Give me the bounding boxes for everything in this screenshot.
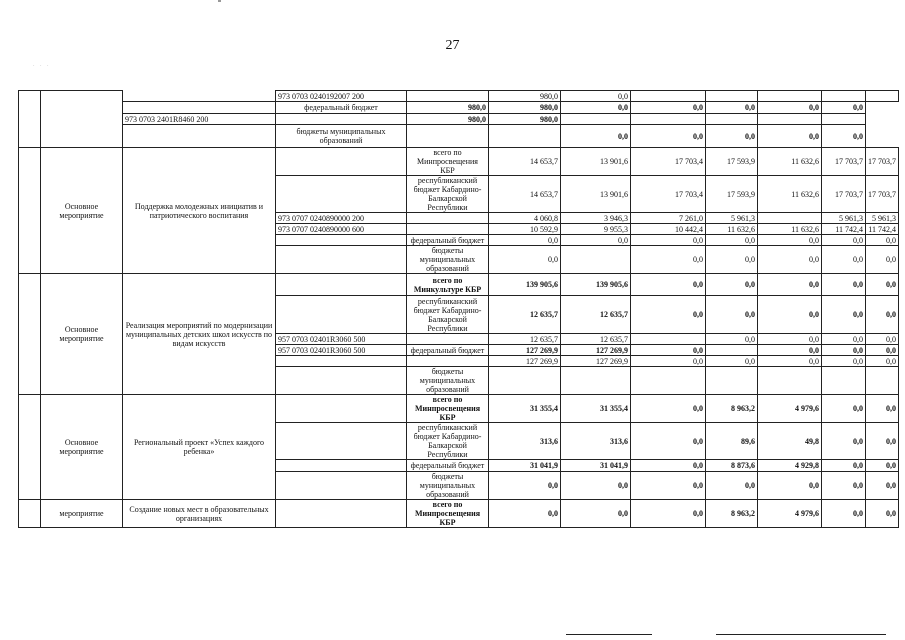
value-cell: 13 901,6 <box>561 148 631 176</box>
budget-code-cell <box>276 246 407 274</box>
funding-source-cell: бюджеты муниципальных образований <box>407 367 489 395</box>
budget-code-cell <box>123 102 276 114</box>
value-cell: 0,0 <box>706 356 758 367</box>
table-row <box>19 148 899 176</box>
event-name-cell: Поддержка молодежных инициатив и патриотического воспитания <box>123 148 276 274</box>
value-cell: 0,0 <box>822 500 866 528</box>
value-cell: 11 742,4 <box>866 224 899 235</box>
signature-line-left <box>566 634 652 635</box>
value-cell: 17 703,4 <box>631 148 706 176</box>
value-cell <box>561 367 631 395</box>
value-cell: 0,0 <box>706 246 758 274</box>
value-cell <box>866 91 899 102</box>
funding-source-cell: федеральный бюджет <box>407 235 489 246</box>
value-cell: 17 703,7 <box>866 148 899 176</box>
event-type-cell: Основное мероприятие <box>41 148 123 274</box>
value-cell: 0,0 <box>866 235 899 246</box>
value-cell: 8 963,2 <box>706 500 758 528</box>
budget-code-cell <box>276 500 407 528</box>
value-cell: 0,0 <box>631 125 706 148</box>
value-cell: 11 632,6 <box>706 224 758 235</box>
value-cell: 4 060,8 <box>489 213 561 224</box>
value-cell: 0,0 <box>866 472 899 500</box>
value-cell: 0,0 <box>866 334 899 345</box>
value-cell: 0,0 <box>822 246 866 274</box>
value-cell: 0,0 <box>631 274 706 296</box>
value-cell: 0,0 <box>561 235 631 246</box>
value-cell: 14 653,7 <box>489 176 561 213</box>
value-cell: 127 269,9 <box>561 345 631 356</box>
funding-source-cell: республиканский бюджет Кабардино-Балкарской Республики <box>407 423 489 460</box>
value-cell: 0,0 <box>631 345 706 356</box>
value-cell: 0,0 <box>866 423 899 460</box>
value-cell <box>631 114 706 125</box>
value-cell: 0,0 <box>489 235 561 246</box>
value-cell <box>822 367 866 395</box>
value-cell: 980,0 <box>489 114 561 125</box>
value-cell: 17 593,9 <box>706 176 758 213</box>
value-cell <box>758 114 822 125</box>
value-cell: 0,0 <box>706 472 758 500</box>
value-cell <box>706 345 758 356</box>
value-cell: 0,0 <box>706 274 758 296</box>
budget-code-cell: 973 0703 2401R8460 200 <box>123 114 276 125</box>
value-cell: 0,0 <box>631 246 706 274</box>
value-cell: 11 632,6 <box>758 224 822 235</box>
funding-source-cell: всего по Минпросвещения КБР <box>407 148 489 176</box>
value-cell <box>631 367 706 395</box>
value-cell <box>407 125 489 148</box>
funding-source-cell <box>407 356 489 367</box>
funding-source-cell: республиканский бюджет Кабардино-Балкарской Республики <box>407 176 489 213</box>
event-name-cell: Создание новых мест в образовательных организациях <box>123 500 276 528</box>
table-row <box>19 500 899 528</box>
value-cell: 0,0 <box>561 125 631 148</box>
budget-code-cell <box>276 274 407 296</box>
budget-code-cell <box>276 356 407 367</box>
funding-source-cell <box>407 224 489 235</box>
value-cell <box>631 334 706 345</box>
value-cell: 0,0 <box>822 460 866 472</box>
value-cell: 127 269,9 <box>489 345 561 356</box>
value-cell <box>631 91 706 102</box>
value-cell: 0,0 <box>866 296 899 334</box>
funding-source-cell <box>407 334 489 345</box>
value-cell: 10 592,9 <box>489 224 561 235</box>
value-cell: 127 269,9 <box>489 356 561 367</box>
funding-source-cell: всего по Минпросвещения КБР <box>407 500 489 528</box>
value-cell: 0,0 <box>706 102 758 114</box>
funding-source-cell: бюджеты муниципальных образований <box>407 246 489 274</box>
value-cell: 0,0 <box>489 472 561 500</box>
value-cell: 0,0 <box>631 235 706 246</box>
margin-cell <box>19 91 41 148</box>
value-cell <box>822 91 866 102</box>
value-cell: 12 635,7 <box>489 334 561 345</box>
value-cell: 0,0 <box>758 472 822 500</box>
value-cell: 0,0 <box>631 472 706 500</box>
budget-code-cell: 973 0703 0240192007 200 <box>276 91 407 102</box>
value-cell: 0,0 <box>866 345 899 356</box>
value-cell: 31 041,9 <box>561 460 631 472</box>
value-cell <box>866 367 899 395</box>
budget-code-cell <box>276 235 407 246</box>
value-cell: 0,0 <box>758 246 822 274</box>
value-cell: 4 979,6 <box>758 500 822 528</box>
value-cell: 0,0 <box>758 296 822 334</box>
margin-cell <box>19 148 41 274</box>
value-cell: 0,0 <box>706 334 758 345</box>
event-name-cell <box>123 91 276 102</box>
value-cell: 0,0 <box>758 125 822 148</box>
value-cell: 7 261,0 <box>631 213 706 224</box>
value-cell: 31 041,9 <box>489 460 561 472</box>
event-type-cell <box>41 91 123 148</box>
event-type-cell: Основное мероприятие <box>41 395 123 500</box>
value-cell: 11 632,6 <box>758 148 822 176</box>
value-cell: 0,0 <box>866 395 899 423</box>
value-cell <box>758 213 822 224</box>
table-row <box>19 125 899 148</box>
funding-source-cell: федеральный бюджет <box>276 102 407 114</box>
value-cell: 0,0 <box>758 102 822 114</box>
value-cell: 0,0 <box>758 274 822 296</box>
value-cell: 11 742,4 <box>822 224 866 235</box>
value-cell: 0,0 <box>631 102 706 114</box>
funding-source-cell: бюджеты муниципальных образований <box>407 472 489 500</box>
value-cell: 0,0 <box>822 472 866 500</box>
value-cell: 0,0 <box>866 500 899 528</box>
value-cell: 0,0 <box>489 500 561 528</box>
value-cell <box>822 114 866 125</box>
value-cell: 4 929,8 <box>758 460 822 472</box>
value-cell: 0,0 <box>758 235 822 246</box>
funding-source-cell: всего по Минпросвещения КБР <box>407 395 489 423</box>
budget-code-cell <box>276 367 407 395</box>
value-cell: 0,0 <box>631 356 706 367</box>
value-cell: 89,6 <box>706 423 758 460</box>
value-cell: 0,0 <box>822 356 866 367</box>
value-cell: 139 905,6 <box>489 274 561 296</box>
value-cell: 0,0 <box>631 296 706 334</box>
value-cell: 49,8 <box>758 423 822 460</box>
value-cell: 13 901,6 <box>561 176 631 213</box>
value-cell: 0,0 <box>758 356 822 367</box>
value-cell <box>706 367 758 395</box>
funding-source-cell: республиканский бюджет Кабардино-Балкарской Республики <box>407 296 489 334</box>
value-cell <box>489 125 561 148</box>
value-cell: 17 593,9 <box>706 148 758 176</box>
value-cell: 14 653,7 <box>489 148 561 176</box>
value-cell: 127 269,9 <box>561 356 631 367</box>
budget-table <box>18 90 899 528</box>
event-type-cell: мероприятие <box>41 500 123 528</box>
value-cell: 0,0 <box>561 91 631 102</box>
value-cell: 5 961,3 <box>706 213 758 224</box>
value-cell: 8 963,2 <box>706 395 758 423</box>
value-cell: 17 703,4 <box>631 176 706 213</box>
budget-code-cell: 973 0707 0240890000 200 <box>276 213 407 224</box>
table-row <box>19 114 899 125</box>
value-cell: 0,0 <box>561 500 631 528</box>
value-cell: 0,0 <box>822 334 866 345</box>
budget-code-cell <box>276 423 407 460</box>
value-cell <box>758 91 822 102</box>
scan-marks: . . . <box>33 62 51 68</box>
funding-source-cell: всего по Минкультуре КБР <box>407 274 489 296</box>
margin-cell <box>19 500 41 528</box>
value-cell: 4 979,6 <box>758 395 822 423</box>
funding-source-cell <box>407 91 489 102</box>
value-cell: 8 873,6 <box>706 460 758 472</box>
signature-line-right <box>716 634 886 635</box>
event-type-cell: Основное мероприятие <box>41 274 123 395</box>
scan-speck <box>218 0 221 2</box>
value-cell <box>489 367 561 395</box>
value-cell: 0,0 <box>822 423 866 460</box>
value-cell: 0,0 <box>706 235 758 246</box>
value-cell: 0,0 <box>866 246 899 274</box>
table-row <box>19 274 899 296</box>
value-cell <box>561 114 631 125</box>
page-number: 27 <box>445 38 460 53</box>
funding-source-cell: федеральный бюджет <box>407 345 489 356</box>
value-cell: 0,0 <box>706 125 758 148</box>
value-cell: 3 946,3 <box>561 213 631 224</box>
budget-code-cell: 973 0707 0240890000 600 <box>276 224 407 235</box>
value-cell: 139 905,6 <box>561 274 631 296</box>
value-cell: 0,0 <box>758 334 822 345</box>
value-cell: 0,0 <box>631 423 706 460</box>
event-name-cell: Региональный проект «Успех каждого ребенка» <box>123 395 276 500</box>
value-cell: 17 703,7 <box>866 176 899 213</box>
budget-code-cell: 957 0703 02401R3060 500 <box>276 345 407 356</box>
budget-code-cell <box>276 472 407 500</box>
margin-cell <box>19 274 41 395</box>
value-cell: 0,0 <box>561 102 631 114</box>
budget-code-cell <box>276 460 407 472</box>
value-cell: 0,0 <box>866 460 899 472</box>
table-row <box>19 395 899 423</box>
value-cell <box>706 114 758 125</box>
value-cell: 0,0 <box>489 246 561 274</box>
value-cell: 0,0 <box>822 235 866 246</box>
value-cell <box>706 91 758 102</box>
value-cell: 17 703,7 <box>822 148 866 176</box>
funding-source-cell <box>276 114 407 125</box>
value-cell: 980,0 <box>489 102 561 114</box>
value-cell: 0,0 <box>631 500 706 528</box>
table-row <box>19 91 899 102</box>
value-cell: 313,6 <box>489 423 561 460</box>
value-cell: 5 961,3 <box>866 213 899 224</box>
value-cell: 0,0 <box>866 274 899 296</box>
value-cell: 0,0 <box>631 395 706 423</box>
funding-source-cell <box>407 213 489 224</box>
table-row <box>19 102 899 114</box>
budget-code-cell <box>276 395 407 423</box>
budget-code-cell <box>123 125 276 148</box>
value-cell: 0,0 <box>866 356 899 367</box>
value-cell: 0,0 <box>822 395 866 423</box>
budget-code-cell <box>276 148 407 176</box>
funding-source-cell: бюджеты муниципальных образований <box>276 125 407 148</box>
value-cell: 5 961,3 <box>822 213 866 224</box>
budget-code-cell: 957 0703 02401R3060 500 <box>276 334 407 345</box>
value-cell: 11 632,6 <box>758 176 822 213</box>
value-cell <box>561 246 631 274</box>
value-cell: 0,0 <box>706 296 758 334</box>
value-cell: 9 955,3 <box>561 224 631 235</box>
value-cell: 12 635,7 <box>561 334 631 345</box>
value-cell: 31 355,4 <box>561 395 631 423</box>
value-cell: 0,0 <box>631 460 706 472</box>
value-cell: 0,0 <box>822 296 866 334</box>
value-cell: 0,0 <box>822 274 866 296</box>
value-cell: 0,0 <box>758 345 822 356</box>
value-cell: 313,6 <box>561 423 631 460</box>
event-name-cell: Реализация мероприятий по модернизации муниципальных детских школ искусств по видам искусств <box>123 274 276 395</box>
funding-source-cell: федеральный бюджет <box>407 460 489 472</box>
value-cell: 0,0 <box>822 102 866 114</box>
budget-code-cell <box>276 296 407 334</box>
margin-cell <box>19 395 41 500</box>
value-cell: 12 635,7 <box>489 296 561 334</box>
value-cell: 17 703,7 <box>822 176 866 213</box>
value-cell: 10 442,4 <box>631 224 706 235</box>
value-cell: 980,0 <box>407 102 489 114</box>
value-cell: 980,0 <box>407 114 489 125</box>
value-cell: 0,0 <box>822 345 866 356</box>
value-cell: 31 355,4 <box>489 395 561 423</box>
value-cell: 12 635,7 <box>561 296 631 334</box>
value-cell: 0,0 <box>822 125 866 148</box>
budget-code-cell <box>276 176 407 213</box>
value-cell: 0,0 <box>561 472 631 500</box>
value-cell <box>758 367 822 395</box>
value-cell: 980,0 <box>489 91 561 102</box>
